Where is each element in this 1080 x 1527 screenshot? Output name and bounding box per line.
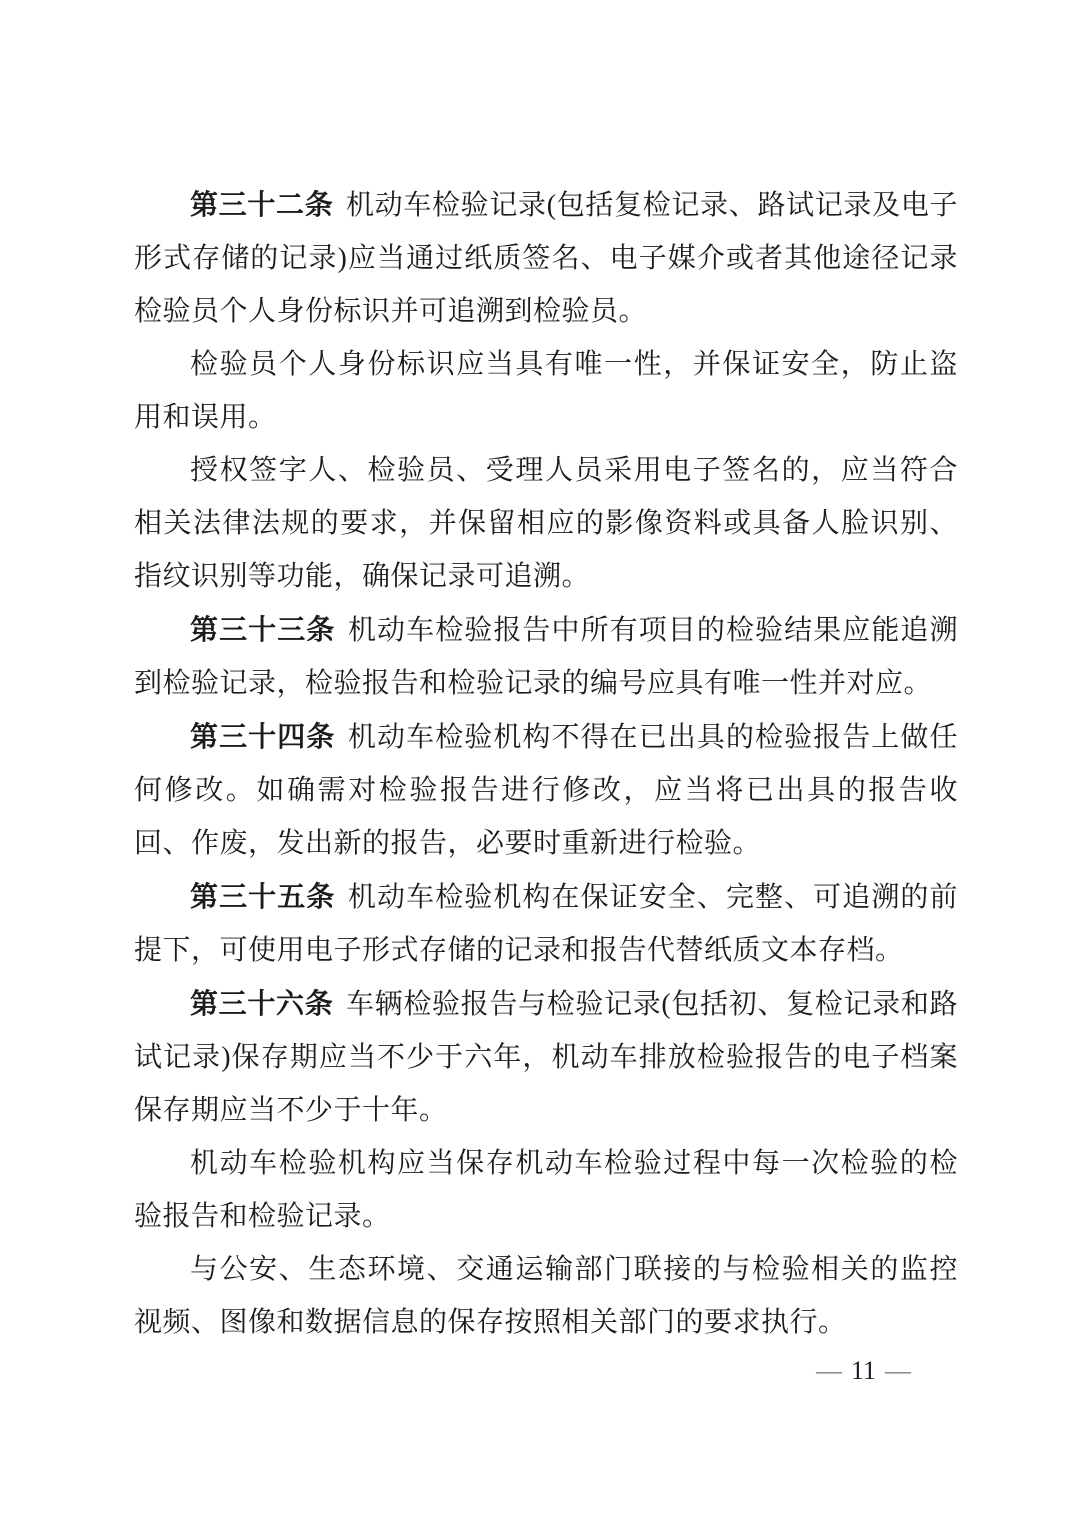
paragraph-text: 车辆检验报告与检验记录(包括初、复检记录和路试记录)保存期应当不少于六年，机动车排放检验报告的电子档案保存期应当不少于十年。 — [134, 989, 958, 1126]
paragraph-article-35 — [134, 870, 958, 977]
paragraph-record-keeping — [134, 1137, 958, 1243]
footer-dash-left: — — [816, 1356, 842, 1385]
page-number-footer — [816, 1356, 911, 1386]
article-number: 第三十五条 — [190, 881, 336, 912]
paragraph-text: 机动车检验机构不得在已出具的检验报告上做任何修改。如确需对检验报告进行修改，应当将已出具的报告收回、作废，发出新的报告，必要时重新进行检验。 — [134, 722, 958, 859]
paragraph-monitoring-data — [134, 1243, 958, 1349]
article-number: 第三十三条 — [190, 614, 336, 645]
article-number: 第三十六条 — [190, 988, 334, 1019]
document-body — [134, 178, 958, 1349]
paragraph-article-36 — [134, 977, 958, 1137]
paragraph-text: 机动车检验报告中所有项目的检验结果应能追溯到检验记录，检验报告和检验记录的编号应具有唯一性并对应。 — [134, 615, 958, 699]
footer-dash-right: — — [885, 1356, 912, 1385]
paragraph-article-34 — [134, 710, 958, 870]
paragraph-text: 机动车检验机构在保证安全、完整、可追溯的前提下，可使用电子形式存储的记录和报告代替纸质文本存档。 — [134, 882, 958, 966]
paragraph-text: 授权签字人、检验员、受理人员采用电子签名的，应当符合相关法律法规的要求，并保留相应的影像资料或具备人脸识别、指纹识别等功能，确保记录可追溯。 — [134, 455, 958, 592]
paragraph-article-33 — [134, 603, 958, 710]
paragraph-text: 机动车检验机构应当保存机动车检验过程中每一次检验的检验报告和检验记录。 — [134, 1148, 958, 1232]
paragraph-article-32 — [134, 178, 958, 338]
paragraph-text: 机动车检验记录(包括复检记录、路试记录及电子形式存储的记录)应当通过纸质签名、电子媒介或者其他途径记录检验员个人身份标识并可追溯到检验员。 — [134, 190, 958, 327]
paragraph-text: 与公安、生态环境、交通运输部门联接的与检验相关的监控视频、图像和数据信息的保存按照相关部门的要求执行。 — [134, 1254, 958, 1338]
page-number: 11 — [851, 1356, 877, 1385]
paragraph-unique-id — [134, 338, 958, 444]
article-number: 第三十二条 — [190, 189, 334, 220]
article-number: 第三十四条 — [190, 721, 336, 752]
paragraph-text: 检验员个人身份标识应当具有唯一性，并保证安全，防止盗用和误用。 — [134, 349, 958, 433]
paragraph-e-signature — [134, 444, 958, 603]
